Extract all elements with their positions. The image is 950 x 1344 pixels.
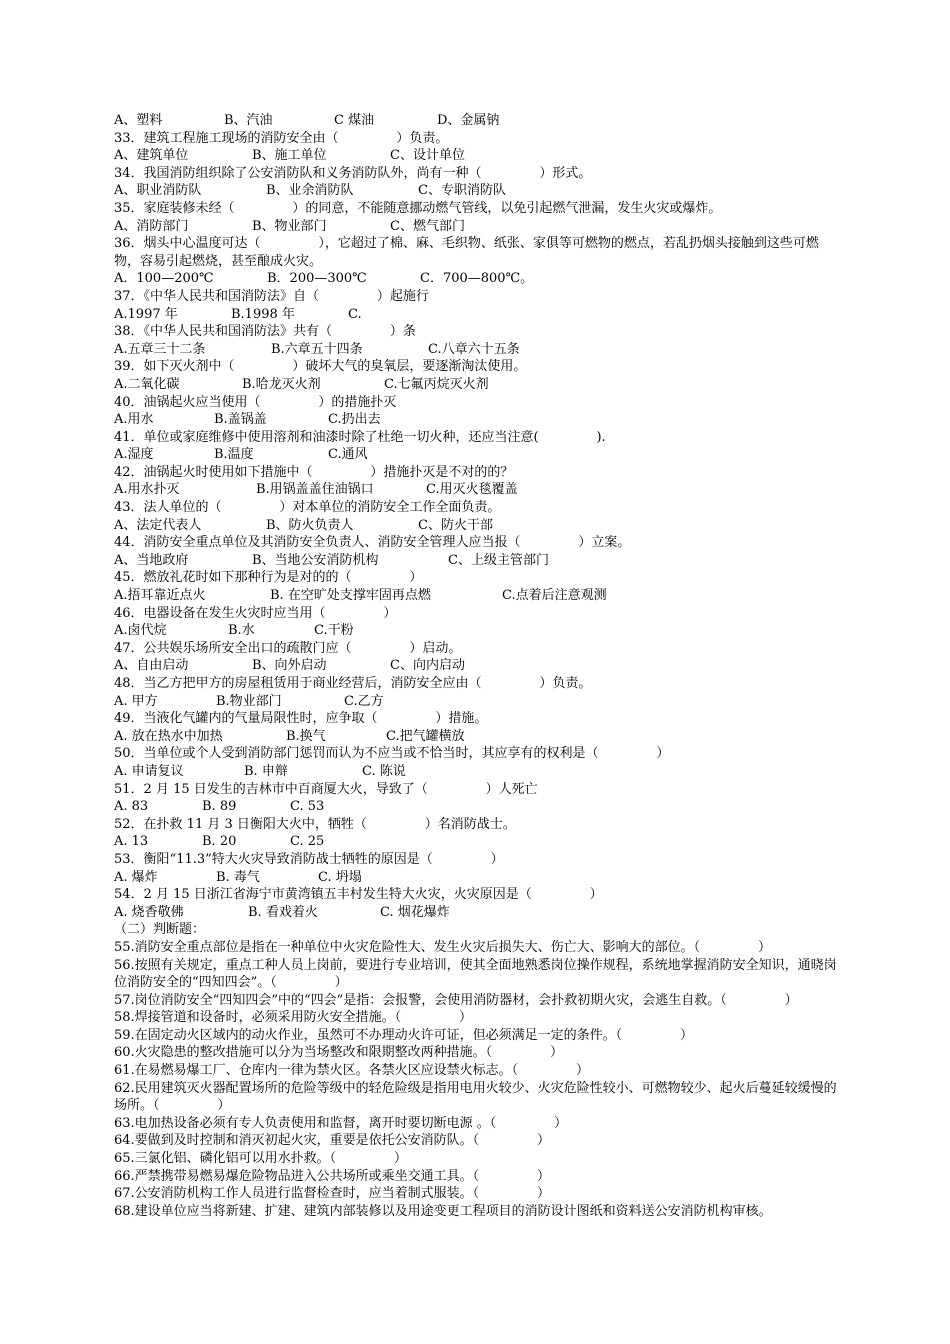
question-list: [114, 112, 838, 1220]
answer-option: A、法定代表人: [114, 517, 202, 533]
answer-option: A．100—200℃: [114, 271, 214, 287]
answer-option: C、燃气部门: [390, 218, 465, 234]
answer-option: D、金属钠: [437, 113, 500, 128]
question-text: 51．2 月 15 日发生的吉林市中百商厦大火，导致了（ ）人死亡: [114, 781, 538, 797]
answer-option: B. 毒气: [216, 869, 260, 885]
answer-option: B、向外启动: [252, 658, 327, 674]
answer-option: C、上级主管部门: [448, 552, 549, 568]
question-text: 55.消防安全重点部位是指在一种单位中火灾危险性大、发生火灾后损失大、伤亡大、影响大的部位。（ ）: [114, 939, 772, 955]
answer-option: A. 甲方: [114, 693, 158, 709]
answer-option: A.五章三十二条: [114, 341, 206, 357]
answer-option: B. 看戏着火: [248, 904, 318, 920]
question-text: 50．当单位或个人受到消防部门惩罚而认为不应当或不恰当时，其应享有的权利是（ ）: [114, 746, 670, 762]
question-text: 36．烟头中心温度可达（ ），它超过了棉、麻、毛织物、纸张、家俱等可燃物的燃点，若乱扔烟头接触到这些可燃物，容易引起燃烧，甚至酿成火灾。: [114, 236, 819, 269]
answer-option: A.二氧化碳: [114, 376, 180, 392]
answer-option: B、物业部门: [252, 218, 327, 234]
answer-option: C.八章六十五条: [428, 341, 520, 357]
question-text: 64.要做到及时控制和消灭初起火灾，重要是依托公安消防队。（ ）: [114, 1133, 551, 1149]
question-text: 67.公安消防机构工作人员进行监督检查时，应当着制式服装。（ ）: [114, 1186, 551, 1202]
answer-options: [114, 481, 838, 499]
answer-options: [114, 693, 838, 711]
question-text: 38．《中华人民共和国消防法》共有（ ）条: [114, 324, 416, 340]
answer-option: B、防火负责人: [266, 517, 354, 533]
answer-option: B、当地公安消防机构: [252, 552, 379, 568]
answer-option: C.扔出去: [328, 412, 381, 428]
answer-option: B. 申辩: [244, 763, 288, 779]
question-text: 57.岗位消防安全“四知四会”中的“四会”是指：会报警，会使用消防器材，会扑救初期火灾，会逃生自救。（ ）: [114, 992, 798, 1008]
question-text: 46．电器设备在发生火灾时应当用（ ）: [114, 605, 397, 621]
answer-option: A、建筑单位: [114, 148, 189, 164]
question-text: 43．法人单位的（ ）对本单位的消防安全工作全面负责。: [114, 500, 501, 516]
question-text: 47．公共娱乐场所安全出口的疏散门应（ ）启动。: [114, 640, 462, 656]
answer-options: [114, 411, 838, 429]
answer-option: C. 坍塌: [318, 869, 362, 885]
question-text: 37．《中华人民共和国消防法》自（ ）起施行: [114, 288, 429, 304]
answer-options: [114, 376, 838, 394]
answer-option: B.水: [228, 623, 255, 639]
answer-option: C. 陈说: [362, 763, 406, 779]
answer-option: B、施工单位: [252, 148, 327, 164]
answer-option: C. 53: [290, 799, 325, 815]
answer-option: C 煤油: [334, 113, 375, 128]
question-text: 65.三氯化铝、磷化铝可以用水扑救。（ ）: [114, 1151, 408, 1167]
answer-option: A、塑料: [114, 113, 163, 128]
question-text: 61.在易燃易爆工厂、仓库内一律为禁火区。各禁火区应设禁火标志。（ ）: [114, 1063, 590, 1079]
answer-option: A.1997 年: [114, 306, 178, 322]
answer-options: [114, 341, 838, 359]
question-text: 41．单位或家庭维修中使用溶剂和油漆时除了杜绝一切火种，还应当注意( ).: [114, 429, 606, 445]
answer-options: [114, 270, 838, 288]
answer-option: C、防火干部: [418, 517, 493, 533]
answer-option: A. 83: [114, 799, 149, 815]
question-text: 66.严禁携带易燃易爆危险物品进入公共场所或乘坐交通工具。（ ）: [114, 1168, 551, 1184]
answer-option: A、职业消防队: [114, 183, 202, 199]
answer-options: [114, 869, 838, 887]
answer-option: A、当地政府: [114, 552, 189, 568]
answer-option: B. 89: [202, 799, 237, 815]
question-text: 39．如下灭火剂中（ ）破坏大气的臭氧层，要逐渐淘汰使用。: [114, 359, 527, 375]
answer-option: A、消防部门: [114, 218, 189, 234]
answer-option: B.1998 年: [231, 306, 295, 322]
answer-options: [114, 798, 838, 816]
answer-option: A. 申请复议: [114, 763, 184, 779]
answer-options: [114, 552, 838, 570]
answer-option: C.七氟丙烷灭火剂: [384, 376, 489, 392]
answer-option: B、业余消防队: [266, 183, 354, 199]
question-text: 44．消防安全重点单位及其消防安全负责人、消防安全管理人应当报（ ）立案。: [114, 535, 631, 551]
answer-options: [114, 306, 838, 324]
question-text: 56.按照有关规定，重点工种人员上岗前，要进行专业培训，使其全面地熟悉岗位操作规程，系统地掌握消防安全知识，通晓岗位消防安全的“四知四会”。（ ）: [114, 957, 837, 991]
answer-option: B、汽油: [224, 113, 273, 128]
question-text: 49．当液化气罐内的气量局限性时，应争取（ ）措施。: [114, 711, 488, 727]
answer-option: B.六章五十四条: [271, 341, 363, 357]
answer-options: [114, 657, 838, 675]
question-text: 42．油锅起火时使用如下措施中（ ）措施扑灭是不对的的？: [114, 464, 514, 480]
answer-option: A、自由启动: [114, 658, 189, 674]
answer-option: B. 20: [202, 834, 237, 850]
answer-option: C.通风: [328, 447, 368, 463]
answer-option: A.捂耳靠近点火: [114, 588, 206, 604]
answer-option: C．700—800℃。: [420, 271, 534, 287]
answer-option: A. 烧香敬佛: [114, 904, 184, 920]
question-text: 33．建筑工程施工现场的消防安全由（ ）负责。: [114, 130, 449, 146]
question-text: 58.焊接管道和设备时，必须采用防火安全措施。（ ）: [114, 1010, 473, 1026]
question-text: （二）判断题：: [114, 922, 206, 938]
answer-option: C. 25: [290, 834, 325, 850]
answer-option: B.哈龙灭火剂: [242, 376, 321, 392]
answer-option: C.点着后注意观测: [502, 588, 607, 604]
answer-option: B．200—300℃: [267, 271, 367, 287]
answer-option: B.物业部门: [216, 693, 282, 709]
question-text: 48．当乙方把甲方的房屋租赁用于商业经营后，消防安全应由（ ）负责。: [114, 676, 592, 691]
answer-option: C、向内启动: [390, 658, 465, 674]
answer-options: [114, 147, 838, 165]
answer-option: A. 爆炸: [114, 869, 158, 885]
question-text: 54．2 月 15 日浙江省海宁市黄湾镇五丰村发生特大火灾，火灾原因是（ ）: [114, 887, 603, 903]
question-text: 40．油锅起火应当使用（ ）的措施扑灭: [114, 394, 397, 410]
answer-options: [114, 833, 838, 851]
answer-option: C.乙方: [344, 693, 384, 709]
answer-options: [114, 763, 838, 781]
answer-options: [114, 622, 838, 640]
answer-option: A.卤代烷: [114, 623, 167, 639]
answer-option: C.干粉: [314, 623, 354, 639]
answer-options: [114, 218, 838, 236]
question-text: 34．我国消防组织除了公安消防队和义务消防队外，尚有一种（ ）形式。: [114, 165, 592, 181]
answer-option: C、专职消防队: [418, 183, 506, 199]
question-text: 60.火灾隐患的整改措施可以分为当场整改和限期整改两种措施。（ ）: [114, 1045, 564, 1061]
question-text: 62.民用建筑灭火器配置场所的危险等级中的轻危险级是指用电用火较少、火灾危险性较小、可燃物较少、起火后蔓延较缓慢的场所。（ ）: [114, 1080, 837, 1114]
answer-option: A. 放在热水中加热: [114, 728, 223, 744]
question-text: 59.在固定动火区域内的动火作业，虽然可不办理动火许可证，但必须满足一定的条件。（ ）: [114, 1027, 694, 1043]
answer-option: C.用灭火毯覆盖: [426, 482, 518, 498]
question-text: 53．衡阳“11.3”特大火灾导致消防战士牺牲的原因是（ ）: [114, 851, 504, 867]
question-text: 68.建设单位应当将新建、扩建、建筑内部装修以及用途变更工程项目的消防设计图纸和资料送公安消防机构审核。: [114, 1203, 772, 1219]
answer-option: A.用水: [114, 412, 154, 428]
answer-option: C.: [348, 306, 362, 322]
answer-option: B.温度: [214, 447, 254, 463]
answer-options: [114, 728, 838, 746]
question-text: 63.电加热设备必须有专人负责使用和监督，离开时要切断电源 。（ ）: [114, 1115, 568, 1131]
answer-option: A.湿度: [114, 447, 154, 463]
answer-options: [114, 182, 838, 200]
answer-option: B.用锅盖盖住油锅口: [256, 482, 374, 498]
answer-options: [114, 517, 838, 535]
answer-option: B. 在空旷处支撑牢固再点燃: [270, 588, 431, 604]
answer-option: B.换气: [286, 728, 326, 744]
question-text: 52．在扑救 11 月 3 日衡阳大火中，牺牲（ ）名消防战士。: [114, 816, 516, 832]
answer-option: C、设计单位: [390, 148, 465, 164]
answer-options: [114, 587, 838, 605]
answer-options: [114, 112, 838, 130]
answer-option: C.把气罐横放: [386, 728, 465, 744]
answer-option: A.用水扑灭: [114, 482, 180, 498]
answer-option: A. 13: [114, 834, 149, 850]
answer-options: [114, 446, 838, 464]
question-text: 45．燃放礼花时如下那种行为是对的的（ ）: [114, 570, 423, 586]
question-text: 35．家庭装修未经（ ）的同意，不能随意挪动燃气管线，以免引起燃气泄漏，发生火灾或爆炸。: [114, 200, 722, 216]
answer-option: B.盖锅盖: [214, 412, 267, 428]
answer-options: [114, 904, 838, 922]
answer-option: C. 烟花爆炸: [380, 904, 450, 920]
